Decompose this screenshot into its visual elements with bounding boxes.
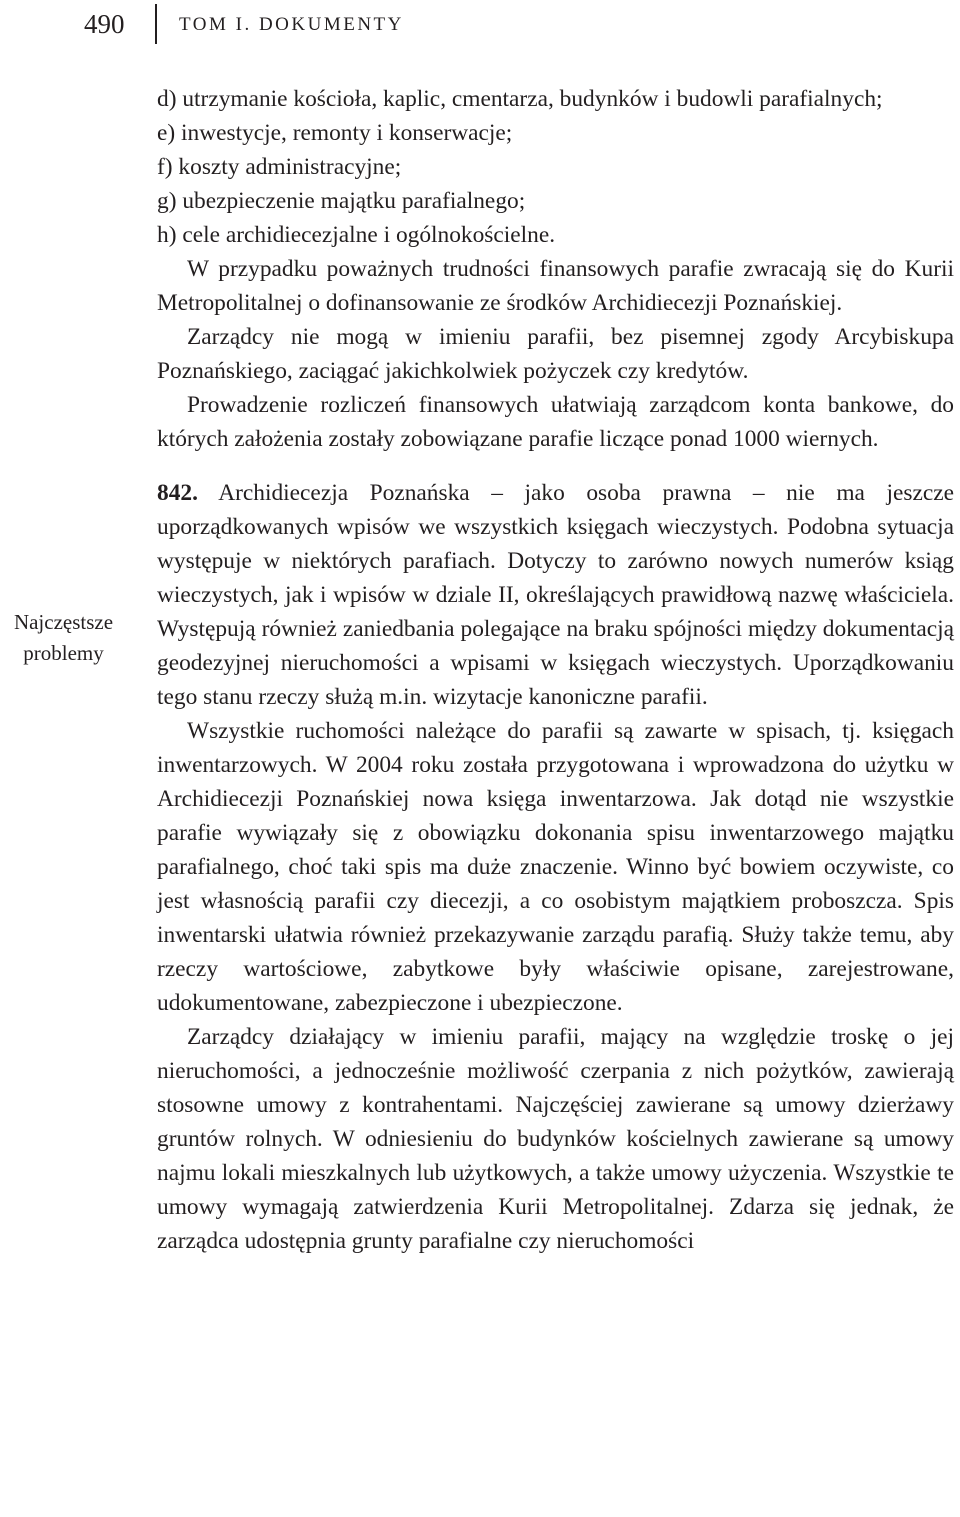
- document-body: [157, 82, 954, 1258]
- paragraph: Prowadzenie rozliczeń finansowych ułatwiają zarządcom konta bankowe, do których założenia zostały zobowiązane parafie liczące ponad 1000 wiernych.: [157, 392, 954, 452]
- section-number: 842.: [157, 480, 198, 506]
- list-item: h) cele archidiecezjalne i ogólnokościelne.: [157, 222, 556, 248]
- list-item: d) utrzymanie kościoła, kaplic, cmentarza, budynków i budowli parafialnych;: [157, 86, 883, 112]
- list-item: e) inwestycje, remonty i konserwacje;: [157, 120, 513, 146]
- section-text: Archidiecezja Poznańska – jako osoba prawna – nie ma jeszcze uporządkowanych wpisów we wszystkich księgach wieczystych. Podobna sytuacja występuje w niektórych parafiach. Dotyczy to zarówno nowych numerów ksiąg wieczystych, jak i wpisów w dziale II, określających prawidłową nazwę właściciela. Występują również zaniedbania polegające na braku spójności między dokumentacją geodezyjnej nieruchomości a wpisami w księgach wieczystych. Uporządkowaniu tego stanu rzeczy służą m.in. wizytacje kanoniczne parafii.: [157, 480, 954, 710]
- running-title: TOM I. DOKUMENTY: [179, 14, 404, 35]
- margin-note-line: problemy: [23, 641, 104, 665]
- page-header: [0, 4, 960, 44]
- list-item: g) ubezpieczenie majątku parafialnego;: [157, 188, 526, 214]
- page-number: 490: [84, 9, 125, 39]
- paragraph: W przypadku poważnych trudności finansowych parafie zwracają się do Kurii Metropolitalnej o dofinansowanie ze środków Archidiecezji Poznańskiej.: [157, 256, 954, 316]
- list-item: f) koszty administracyjne;: [157, 154, 402, 180]
- margin-note-line: Najczęstsze: [13, 610, 114, 634]
- margin-note: [0, 607, 127, 669]
- section-842-paragraph: [157, 476, 954, 714]
- paragraph: Zarządcy nie mogą w imieniu parafii, bez pisemnej zgody Arcybiskupa Poznańskiego, zaciągać jakichkolwiek pożyczek czy kredytów.: [157, 324, 954, 384]
- paragraph: Wszystkie ruchomości należące do parafii są zawarte w spisach, tj. księgach inwentarzowych. W 2004 roku została przygotowana i wprowadzona do użytku w Archidiecezji Poznańskiej nowa księga inwentarzowa. Jak dotąd nie wszystkie parafie wywiązały się z obowiązku dokonania spisu inwentarzowego majątku parafialnego, choć taki spis ma duże znaczenie. Winno być bowiem oczywiste, co jest własnością parafii czy diecezji, a co osobistym majątkiem proboszcza. Spis inwentarski ułatwia również przekazywanie zarządu parafią. Służy także temu, aby rzeczy wartościowe, zabytkowe były właściwie opisane, zarejestrowane, udokumentowane, zabezpieczone i ubezpieczone.: [157, 718, 954, 1016]
- header-divider: [155, 4, 157, 44]
- paragraph: Zarządcy działający w imieniu parafii, mający na względzie troskę o jej nieruchomości, a jednocześnie możliwość czerpania z nich pożytków, zawierają stosowne umowy z kontrahentami. Najczęściej zawierane są umowy dzierżawy gruntów rolnych. W odniesieniu do budynków kościelnych zawierane są umowy najmu lokali mieszkalnych lub użytkowych, a także umowy użyczenia. Wszystkie te umowy wymagają zatwierdzenia Kurii Metropolitalnej. Zdarza się jednak, że zarządca udostępnia grunty parafialne czy nieruchomości: [157, 1024, 954, 1254]
